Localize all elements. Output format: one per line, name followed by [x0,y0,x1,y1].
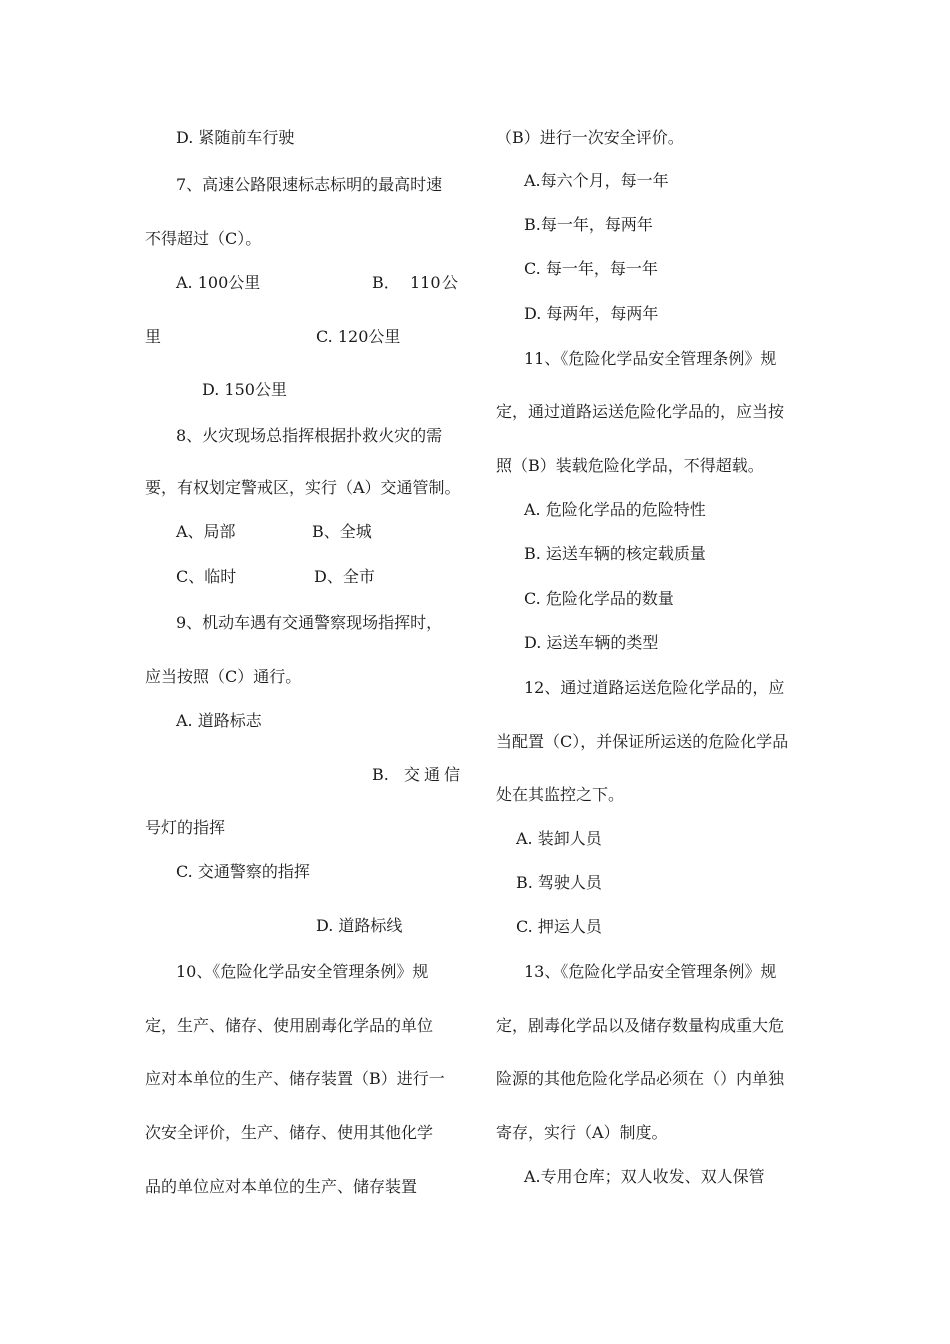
q13-line-2: 定，剧毒化学品以及储存数量构成重大危 [496,1016,785,1035]
q8-option-d: D、全市 [314,567,375,586]
q9-option-b-lead: B. [372,765,389,784]
q13-line-3: 险源的其他危险化学品必须在（）内单独 [496,1069,785,1088]
q7-option-c: C. 120公里 [316,327,401,346]
q11-line-2: 定，通过道路运送危险化学品的，应当按 [496,402,785,421]
q12-option-c: C. 押运人员 [516,917,602,936]
q13-line-4: 寄存，实行（A）制度。 [496,1123,668,1142]
q10-option-a: A.每六个月，每一年 [524,171,669,190]
q8-line-1: 8、火灾现场总指挥根据扑救火灾的需 [176,426,443,445]
q10-line-3: 应对本单位的生产、储存装置（B）进行一 [145,1069,445,1088]
q11-option-b: B. 运送车辆的核定载质量 [524,544,706,563]
q7-option-d: D. 150公里 [202,380,287,399]
q7-option-b-tail: 公 [442,273,459,292]
q6-option-d: D. 紧随前车行驶 [176,128,295,147]
q9-option-b-text: 交通信 [404,765,465,784]
q10-option-d: D. 每两年，每两年 [524,304,659,323]
q7-line-2: 不得超过（C）。 [145,229,262,248]
q7-option-b-lead: B． [372,273,400,292]
q11-line-3: 照（B）装载危险化学品，不得超载。 [496,456,764,475]
q9-option-d: D. 道路标线 [316,916,403,935]
q11-option-c: C. 危险化学品的数量 [524,589,674,608]
q8-line-2: 要，有权划定警戒区，实行（A）交通管制。 [145,478,461,497]
q8-option-c: C、临时 [176,567,237,586]
q11-option-a: A. 危险化学品的危险特性 [524,500,706,519]
q7-line-1 [176,175,458,195]
q10-line-6: （B）进行一次安全评价。 [496,128,684,147]
q7-option-b-wrap: 里 [145,327,162,346]
q8-option-b: B、全城 [312,522,372,541]
q9-option-b-wrap: 号灯的指挥 [145,818,226,837]
q12-line-2: 当配置（C），并保证所运送的危险化学品 [496,732,789,751]
q9-option-c: C. 交通警察的指挥 [176,862,310,881]
q9-option-a: A. 道路标志 [176,711,262,730]
q12-option-a: A. 装卸人员 [516,829,602,848]
q9-line-2: 应当按照（C）通行。 [145,667,302,686]
q10-option-c: C. 每一年，每一年 [524,259,658,278]
q12-line-3: 处在其监控之下。 [496,785,625,804]
q12-line-1: 12、通过道路运送危险化学品的，应 [524,678,785,697]
q8-option-a: A、局部 [176,522,236,541]
q10-line-4: 次安全评价，生产、储存、使用其他化学 [145,1123,434,1142]
q10-line-2: 定，生产、储存、使用剧毒化学品的单位 [145,1016,434,1035]
q10-line-1: 10、《危险化学品安全管理条例》规 [176,962,429,981]
q10-option-b: B.每一年，每两年 [524,215,653,234]
q11-line-1: 11、《危险化学品安全管理条例》规 [524,349,777,368]
q7-option-a: A. 100公里 [176,273,261,292]
q7-option-b-num: 110 [410,273,441,292]
q7-text: 7、高速公路限速标志标明的最高时速 [176,175,443,194]
q12-option-b: B. 驾驶人员 [516,873,602,892]
q11-option-d: D. 运送车辆的类型 [524,633,659,652]
q9-line-1: 9、机动车遇有交通警察现场指挥时， [176,613,443,632]
q10-line-5: 品的单位应对本单位的生产、储存装置 [145,1177,418,1196]
q13-line-1: 13、《危险化学品安全管理条例》规 [524,962,777,981]
q13-option-a: A.专用仓库；双人收发、双人保管 [524,1167,765,1186]
